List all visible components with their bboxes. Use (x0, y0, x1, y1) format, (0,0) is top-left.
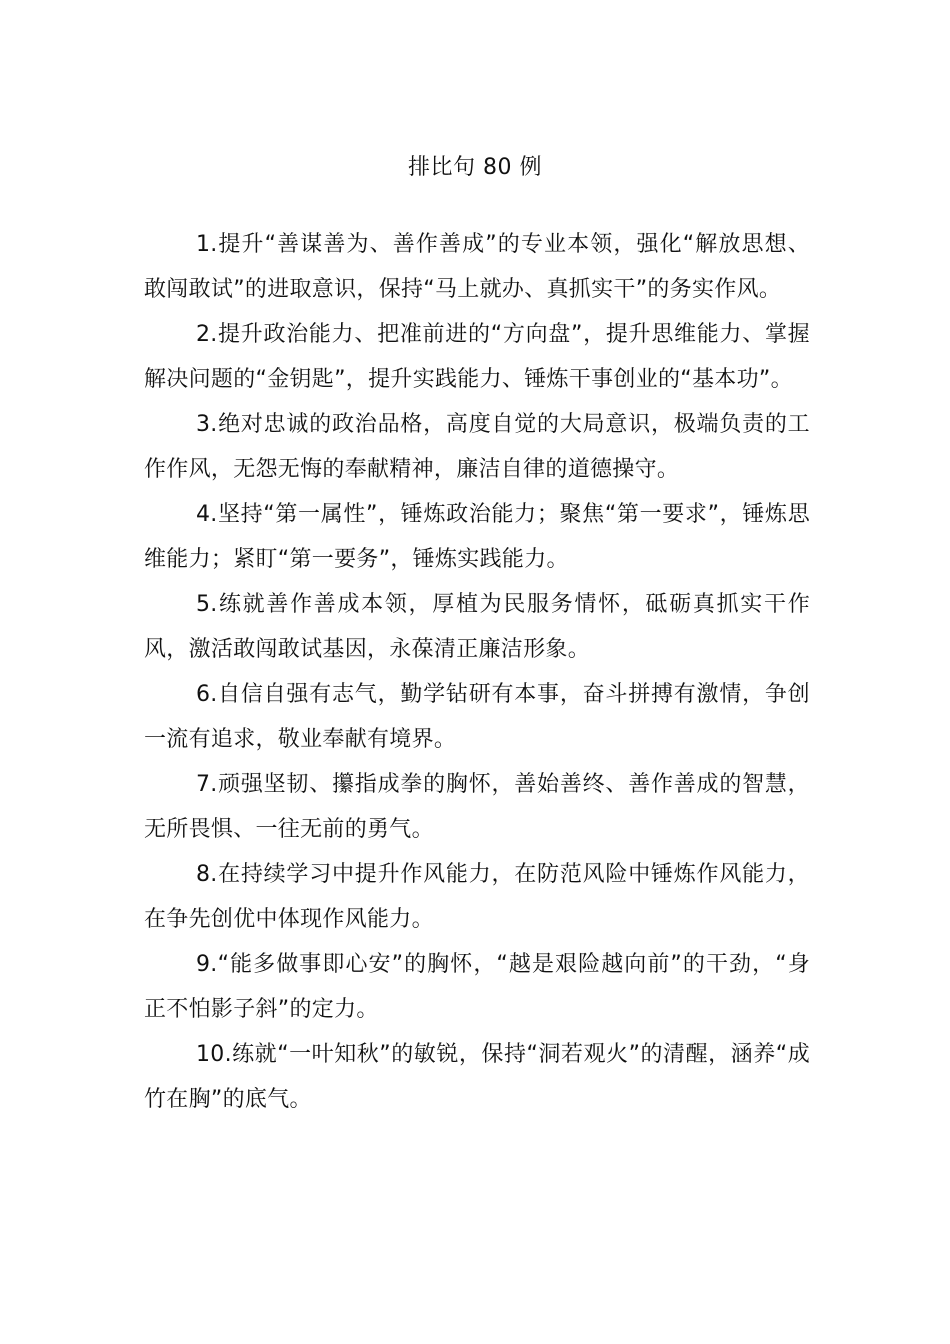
document-body (144, 222, 810, 1122)
paragraph-9: 9.“能多做事即心安”的胸怀，“越是艰险越向前”的干劲，“身正不怕影子斜”的定力。 (144, 952, 810, 1022)
paragraph-10: 10.练就“一叶知秋”的敏锐，保持“洞若观火”的清醒，涵养“成竹在胸”的底气。 (144, 1042, 810, 1112)
paragraph-7: 7.顽强坚韧、攥指成拳的胸怀，善始善终、善作善成的智慧，无所畏惧、一往无前的勇气。 (144, 772, 810, 842)
paragraph-2: 2.提升政治能力、把准前进的“方向盘”，提升思维能力、掌握解决问题的“金钥匙”，提升实践能力、锤炼干事创业的“基本功”。 (144, 322, 810, 392)
paragraph-1: 1.提升“善谋善为、善作善成”的专业本领，强化“解放思想、敢闯敢试”的进取意识，保持“马上就办、真抓实干”的务实作风。 (144, 232, 810, 302)
paragraph-8: 8.在持续学习中提升作风能力，在防范风险中锤炼作风能力，在争先创优中体现作风能力。 (144, 862, 810, 932)
paragraph-3: 3.绝对忠诚的政治品格，高度自觉的大局意识，极端负责的工作作风，无怨无悔的奉献精神，廉洁自律的道德操守。 (144, 412, 810, 482)
paragraph-4: 4.坚持“第一属性”，锤炼政治能力；聚焦“第一要求”，锤炼思维能力；紧盯“第一要务”，锤炼实践能力。 (144, 502, 810, 572)
document-title: 排比句 80 例 (408, 155, 542, 180)
paragraph-5: 5.练就善作善成本领，厚植为民服务情怀，砥砺真抓实干作风，激活敢闯敢试基因，永葆清正廉洁形象。 (144, 592, 810, 662)
paragraph-6: 6.自信自强有志气，勤学钻研有本事，奋斗拼搏有激情，争创一流有追求，敬业奉献有境界。 (144, 682, 810, 752)
